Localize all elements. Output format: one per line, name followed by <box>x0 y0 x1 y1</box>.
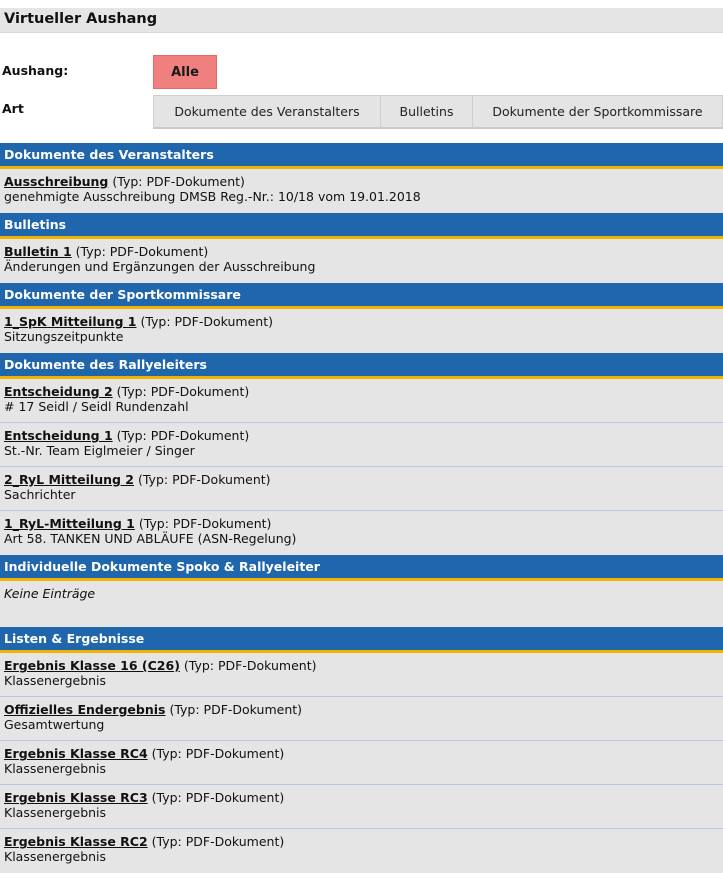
document-description: St.-Nr. Team Eiglmeier / Singer <box>4 443 195 458</box>
list-item <box>0 697 723 741</box>
document-type: (Typ: PDF-Dokument) <box>151 790 285 805</box>
document-description: # 17 Seidl / Seidl Rundenzahl <box>4 399 189 414</box>
list-item <box>0 741 723 785</box>
document-link[interactable]: 1_RyL-Mitteilung 1 <box>4 516 135 531</box>
list-item <box>0 653 723 697</box>
list-item <box>0 423 723 467</box>
document-type: (Typ: PDF-Dokument) <box>137 472 271 487</box>
tab-bulletins[interactable]: Bulletins <box>381 95 473 129</box>
empty-state: Keine Einträge <box>0 581 723 627</box>
document-description: Klassenergebnis <box>4 849 107 864</box>
list-item <box>0 785 723 829</box>
document-description: Klassenergebnis <box>4 761 107 776</box>
list-item <box>0 239 723 283</box>
tab-dokumente-sportkommissare[interactable]: Dokumente der Sportkommissare <box>473 95 723 129</box>
document-link[interactable]: 1_SpK Mitteilung 1 <box>4 314 137 329</box>
document-link[interactable]: Offizielles Endergebnis <box>4 702 166 717</box>
document-type: (Typ: PDF-Dokument) <box>138 516 272 531</box>
document-type: (Typ: PDF-Dokument) <box>112 174 245 189</box>
document-type: (Typ: PDF-Dokument) <box>151 834 285 849</box>
document-link[interactable]: Entscheidung 2 <box>4 384 113 399</box>
document-type: (Typ: PDF-Dokument) <box>169 702 303 717</box>
document-link[interactable]: Ausschreibung <box>4 174 109 189</box>
filter-all-button[interactable]: Alle <box>153 55 217 89</box>
list-item <box>0 829 723 873</box>
document-link[interactable]: Ergebnis Klasse RC3 <box>4 790 148 805</box>
document-type: (Typ: PDF-Dokument) <box>75 244 209 259</box>
document-type: (Typ: PDF-Dokument) <box>140 314 273 329</box>
page-title: Virtueller Aushang <box>4 11 158 27</box>
aushang-label: Aushang: <box>2 63 69 78</box>
document-type-tabs <box>153 95 723 129</box>
document-description: Sachrichter <box>4 487 76 502</box>
section-header-rallyeleiter: Dokumente des Rallyeleiters <box>0 353 723 379</box>
document-link[interactable]: Ergebnis Klasse 16 (C26) <box>4 658 180 673</box>
document-description: genehmigte Ausschreibung DMSB Reg.-Nr.: 10/18 vom 19.01.2018 <box>4 189 421 204</box>
list-item <box>0 379 723 423</box>
section-header-individuelle-dokumente: Individuelle Dokumente Spoko & Rallyeleiter <box>0 555 723 581</box>
document-list <box>0 143 723 873</box>
list-item <box>0 467 723 511</box>
art-label: Art <box>2 101 24 116</box>
section-header-veranstalter: Dokumente des Veranstalters <box>0 143 723 169</box>
document-link[interactable]: Bulletin 1 <box>4 244 72 259</box>
document-type: (Typ: PDF-Dokument) <box>151 746 285 761</box>
document-description: Sitzungszeitpunkte <box>4 329 124 344</box>
tab-dokumente-veranstalter[interactable]: Dokumente des Veranstalters <box>153 95 381 129</box>
document-link[interactable]: 2_RyL Mitteilung 2 <box>4 472 134 487</box>
list-item <box>0 169 723 213</box>
document-type: (Typ: PDF-Dokument) <box>116 384 250 399</box>
section-header-listen-ergebnisse: Listen & Ergebnisse <box>0 627 723 653</box>
document-link[interactable]: Ergebnis Klasse RC2 <box>4 834 148 849</box>
document-description: Klassenergebnis <box>4 673 107 688</box>
document-description: Änderungen und Ergänzungen der Ausschreibung <box>4 259 316 274</box>
section-header-bulletins: Bulletins <box>0 213 723 239</box>
list-item <box>0 309 723 353</box>
document-type: (Typ: PDF-Dokument) <box>183 658 317 673</box>
page-header <box>0 8 723 33</box>
document-type: (Typ: PDF-Dokument) <box>116 428 250 443</box>
document-description: Art 58. TANKEN UND ABLÄUFE (ASN-Regelung) <box>4 531 297 546</box>
document-description: Gesamtwertung <box>4 717 105 732</box>
section-header-sportkommissare: Dokumente der Sportkommissare <box>0 283 723 309</box>
document-description: Klassenergebnis <box>4 805 107 820</box>
document-link[interactable]: Entscheidung 1 <box>4 428 113 443</box>
list-item <box>0 511 723 555</box>
document-link[interactable]: Ergebnis Klasse RC4 <box>4 746 148 761</box>
